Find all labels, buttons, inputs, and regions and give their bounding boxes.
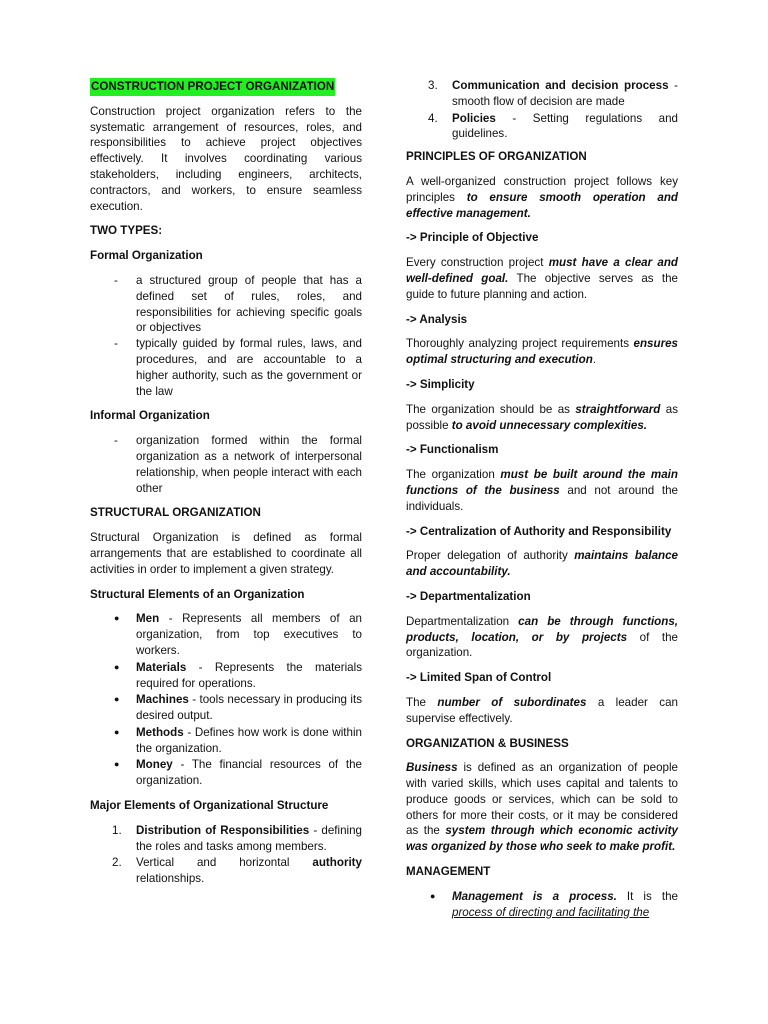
list-item	[90, 660, 362, 692]
element-desc: - smooth flow of decision are made	[452, 79, 678, 108]
span-of-control-paragraph	[406, 695, 678, 727]
simplicity-heading: -> Simplicity	[406, 377, 475, 391]
element-term: Policies	[452, 111, 496, 125]
list-item	[90, 692, 362, 724]
emphasis-text: to ensure smooth operation and effective management.	[406, 190, 678, 220]
management-heading: MANAGEMENT	[406, 865, 491, 879]
right-column	[406, 78, 678, 929]
element-term: Men	[136, 612, 160, 626]
formal-organization-heading: Formal Organization	[90, 249, 203, 263]
list-item	[406, 889, 678, 921]
structural-organization-paragraph: Structural Organization is defined as formal arrangements that are established to coordinate all activities in order to implement a given strategy.	[90, 531, 362, 576]
element-desc: - Represents all members of an organization, from top executives to workers.	[136, 612, 362, 657]
text-run: of the organization.	[406, 630, 678, 660]
element-desc: - tools necessary in producing its desired output.	[136, 693, 362, 723]
text-run: The organization should be as	[406, 402, 576, 416]
text-run: as possible	[406, 402, 678, 432]
text-run: Thoroughly analyzing project requirements	[406, 337, 634, 351]
informal-organization-list	[90, 433, 362, 496]
emphasis-text: system through which economic activity was organized by those who seek to make profit.	[406, 824, 678, 854]
emphasis-text: must have a clear and well-defined goal.	[406, 256, 678, 285]
structural-elements-heading: Structural Elements of an Organization	[90, 587, 305, 601]
element-term: Methods	[136, 725, 184, 739]
management-list	[406, 889, 678, 921]
text-run: Every construction project	[406, 256, 549, 270]
emphasis-text: Management is a process.	[452, 889, 617, 903]
text-run: The	[406, 695, 438, 709]
list-item	[90, 855, 362, 887]
element-desc: - Setting regulations and guidelines.	[452, 111, 678, 141]
element-term: Machines	[136, 693, 189, 707]
element-desc: relationships.	[136, 872, 205, 886]
element-term: Distribution of Responsibilities	[136, 823, 310, 837]
major-elements-heading: Major Elements of Organizational Structure	[90, 799, 329, 813]
major-elements-list-continued	[406, 78, 678, 142]
element-term: Communication and decision process	[452, 79, 669, 92]
centralization-heading: -> Centralization of Authority and Responsibility	[406, 524, 672, 538]
list-number: 3.	[428, 79, 438, 92]
left-column	[90, 78, 362, 896]
business-paragraph	[406, 760, 678, 855]
emphasis-text: ensures optimal structuring and execution	[406, 337, 678, 367]
text-run: and not around the individuals.	[406, 483, 679, 513]
analysis-heading: -> Analysis	[406, 312, 468, 326]
departmentalization-heading: -> Departmentalization	[406, 589, 531, 603]
emphasis-text: number of subordinates	[437, 695, 587, 709]
structural-organization-heading: STRUCTURAL ORGANIZATION	[90, 506, 261, 520]
element-term: Money	[136, 758, 173, 772]
text-run: .	[592, 353, 597, 367]
element-desc: Vertical and horizontal	[136, 856, 313, 870]
emphasis-text: straightforward	[575, 402, 661, 416]
text-run: a leader can supervise effectively.	[406, 695, 678, 725]
element-desc: - The financial resources of the organization.	[136, 758, 362, 788]
objective-paragraph	[406, 255, 678, 302]
informal-organization-heading: Informal Organization	[90, 409, 210, 423]
document-title: CONSTRUCTION PROJECT ORGANIZATION	[90, 78, 335, 96]
list-number: 4.	[428, 111, 438, 125]
principles-heading: PRINCIPLES OF ORGANIZATION	[406, 150, 587, 164]
list-item: - typically guided by formal rules, laws, and procedures, and are accountable to a higher authority, such as the government or the law	[90, 336, 362, 399]
list-item	[90, 725, 362, 757]
span-of-control-heading: -> Limited Span of Control	[406, 671, 552, 685]
centralization-paragraph	[406, 548, 678, 580]
structural-elements-list	[90, 611, 362, 789]
text-run: It is the	[616, 889, 678, 903]
emphasis-text: must be built around the main functions of the business	[406, 468, 678, 497]
text-run: Proper delegation of authority	[406, 549, 575, 563]
element-desc: - defining the roles and tasks among members.	[136, 823, 363, 853]
two-types-heading: TWO TYPES:	[90, 224, 163, 238]
departmentalization-paragraph	[406, 614, 678, 661]
element-desc: - Represents the materials required for operations.	[136, 660, 362, 690]
principles-paragraph	[406, 174, 678, 221]
analysis-paragraph	[406, 336, 678, 368]
list-number: 1.	[112, 823, 122, 837]
element-desc: - Defines how work is done within the organization.	[136, 725, 362, 755]
list-item: - a structured group of people that has a defined set of rules, roles, and responsibilities for achieving specific goals or objectives	[90, 273, 362, 336]
text-run: The organization	[406, 468, 501, 482]
functionalism-paragraph	[406, 467, 678, 514]
list-item	[406, 111, 678, 143]
list-item	[406, 78, 678, 110]
emphasis-text: can be through functions, products, location, or by projects	[406, 614, 678, 644]
major-elements-list	[90, 823, 362, 887]
emphasis-text: Business	[406, 761, 458, 775]
organization-business-heading: ORGANIZATION & BUSINESS	[406, 736, 569, 750]
element-term: Materials	[136, 660, 187, 674]
list-item	[90, 757, 362, 789]
text-run: The objective serves as the guide to future planning and action.	[406, 271, 678, 301]
list-item: - organization formed within the formal organization as a network of interpersonal relationship, when people interact with each other	[90, 433, 362, 496]
intro-paragraph: Construction project organization refers to the systematic arrangement of resources, roles, and responsibilities to achieve project objectives effectively. It involves coordinating various stakeholders, including engineers, architects, contractors, and workers, to ensure seamless execution.	[90, 104, 362, 213]
list-item	[90, 823, 362, 855]
text-run: A well-organized construction project follows key principles	[406, 174, 678, 204]
emphasis-text: to avoid unnecessary complexities.	[451, 418, 648, 432]
simplicity-paragraph	[406, 402, 678, 434]
list-item	[90, 611, 362, 658]
emphasis-text: maintains balance and accountability.	[406, 549, 678, 579]
objective-heading: -> Principle of Objective	[406, 231, 539, 245]
underlined-text: process of directing and facilitating the	[452, 905, 650, 919]
element-term: authority	[312, 856, 362, 870]
text-run: Departmentalization	[406, 614, 519, 628]
list-number: 2.	[112, 856, 122, 870]
text-run: is defined as an organization of people with varied skills, which uses capital and talents to produce goods or services, which can be sold to others for more their costs, or it may be considered as the	[406, 761, 678, 838]
functionalism-heading: -> Functionalism	[406, 443, 499, 457]
formal-organization-list	[90, 273, 362, 399]
